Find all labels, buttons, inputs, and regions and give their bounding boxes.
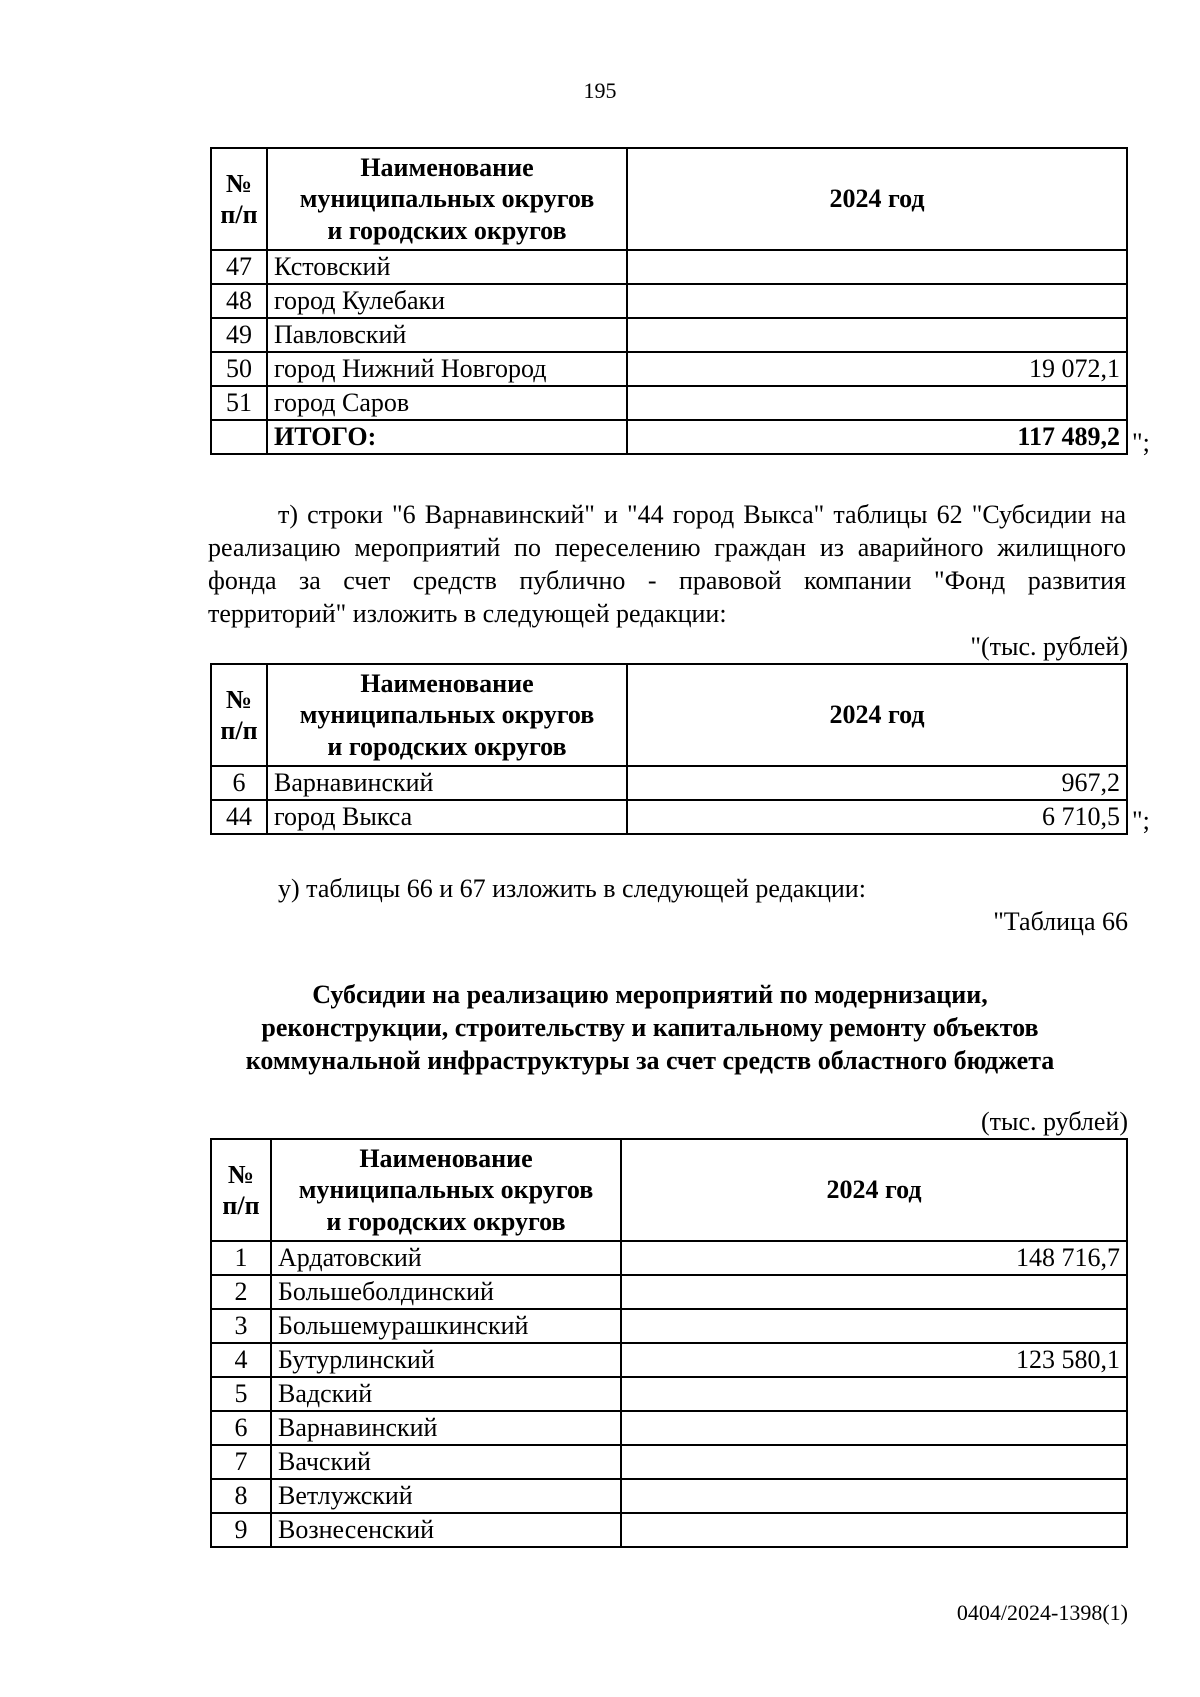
header-name-line-2: муниципальных округов xyxy=(299,700,595,730)
total-row xyxy=(211,420,1127,454)
row-value xyxy=(621,1513,1127,1547)
row-num: 8 xyxy=(211,1479,271,1513)
table-row xyxy=(211,1479,1127,1513)
row-value xyxy=(621,1411,1127,1445)
row-value xyxy=(621,1479,1127,1513)
header-name xyxy=(271,1139,621,1241)
header-name xyxy=(267,148,627,250)
table-row xyxy=(211,284,1127,318)
header-name xyxy=(267,664,627,766)
table-row xyxy=(211,1309,1127,1343)
row-value xyxy=(627,284,1127,318)
row-name: город Кулебаки xyxy=(267,284,627,318)
row-num: 50 xyxy=(211,352,267,386)
table-66 xyxy=(210,1138,1128,1548)
row-name: Большемурашкинский xyxy=(271,1309,621,1343)
row-value: 123 580,1 xyxy=(621,1343,1127,1377)
header-name-line-1: Наименование xyxy=(360,669,534,699)
row-value xyxy=(621,1445,1127,1479)
row-num: 7 xyxy=(211,1445,271,1479)
row-name: Варнавинский xyxy=(267,766,627,800)
row-value: 967,2 xyxy=(627,766,1127,800)
title-line-3: коммунальной инфраструктуры за счет средств областного бюджета xyxy=(245,1046,1055,1075)
row-name: Бутурлинский xyxy=(271,1343,621,1377)
table-row xyxy=(211,352,1127,386)
row-num: 6 xyxy=(211,1411,271,1445)
table-header xyxy=(211,1139,1127,1241)
table-header xyxy=(211,664,1127,766)
row-num: 4 xyxy=(211,1343,271,1377)
row-value: 6 710,5 xyxy=(627,800,1127,834)
row-value xyxy=(627,318,1127,352)
title-line-1: Субсидии на реализацию мероприятий по модернизации, xyxy=(312,980,988,1009)
row-name: Варнавинский xyxy=(271,1411,621,1445)
row-num: 3 xyxy=(211,1309,271,1343)
header-num: № п/п xyxy=(211,148,267,250)
row-name: город Выкса xyxy=(267,800,627,834)
row-value: 148 716,7 xyxy=(621,1241,1127,1275)
paragraph-t: т) строки "6 Варнавинский" и "44 город Выкса" таблицы 62 "Субсидии на реализацию мероприятий по переселению граждан из аварийного жилищного фонда за счет средств публично - правовой компании "Фонд развития территорий" изложить в следующей редакции: xyxy=(208,500,1126,628)
header-num: № п/п xyxy=(211,664,267,766)
table-row xyxy=(211,318,1127,352)
table-header xyxy=(211,148,1127,250)
header-name-line-1: Наименование xyxy=(360,153,534,183)
table-2 xyxy=(210,663,1128,835)
row-name: Ветлужский xyxy=(271,1479,621,1513)
table-66-title xyxy=(150,978,1150,1077)
header-name-line-2: муниципальных округов xyxy=(298,1175,594,1205)
page-number: 195 xyxy=(583,78,617,103)
row-num: 9 xyxy=(211,1513,271,1547)
document-code: 0404/2024-1398(1) xyxy=(956,1600,1128,1625)
row-name: город Нижний Новгород xyxy=(267,352,627,386)
header-name-line-3: и городских округов xyxy=(327,731,567,761)
row-num: 51 xyxy=(211,386,267,420)
row-num: 6 xyxy=(211,766,267,800)
units-label-66: (тыс. рублей) xyxy=(980,1107,1128,1136)
units-label-t: "(тыс. рублей) xyxy=(970,632,1128,661)
row-value xyxy=(621,1275,1127,1309)
table-row xyxy=(211,766,1127,800)
table-1 xyxy=(210,147,1128,455)
header-year: 2024 год xyxy=(627,664,1127,766)
row-name: город Саров xyxy=(267,386,627,420)
table-66-label: "Таблица 66 xyxy=(993,907,1128,936)
table-row xyxy=(211,1343,1127,1377)
row-num: 1 xyxy=(211,1241,271,1275)
row-name: Вознесенский xyxy=(271,1513,621,1547)
header-year: 2024 год xyxy=(621,1139,1127,1241)
row-num: 47 xyxy=(211,250,267,284)
row-name: Кстовский xyxy=(267,250,627,284)
row-value xyxy=(621,1377,1127,1411)
row-num: 2 xyxy=(211,1275,271,1309)
row-name: Большеболдинский xyxy=(271,1275,621,1309)
row-value xyxy=(627,386,1127,420)
table-row xyxy=(211,1445,1127,1479)
table-1-closing-quote: "; xyxy=(1132,428,1150,457)
row-num: 48 xyxy=(211,284,267,318)
row-num: 49 xyxy=(211,318,267,352)
table-row xyxy=(211,1241,1127,1275)
table-row xyxy=(211,386,1127,420)
table-row xyxy=(211,1377,1127,1411)
table-row xyxy=(211,250,1127,284)
header-name-line-3: и городских округов xyxy=(327,215,567,245)
header-year: 2024 год xyxy=(627,148,1127,250)
total-value: 117 489,2 xyxy=(627,420,1127,454)
table-row xyxy=(211,1411,1127,1445)
paragraph-u: у) таблицы 66 и 67 изложить в следующей редакции: xyxy=(278,874,866,903)
row-name: Ардатовский xyxy=(271,1241,621,1275)
row-name: Павловский xyxy=(267,318,627,352)
row-value xyxy=(627,250,1127,284)
row-name: Вачский xyxy=(271,1445,621,1479)
table-row xyxy=(211,800,1127,834)
row-num xyxy=(211,420,267,454)
row-num: 44 xyxy=(211,800,267,834)
header-name-line-1: Наименование xyxy=(359,1144,533,1174)
table-row xyxy=(211,1513,1127,1547)
header-name-line-2: муниципальных округов xyxy=(299,184,595,214)
table-row xyxy=(211,1275,1127,1309)
row-name: Вадский xyxy=(271,1377,621,1411)
header-name-line-3: и городских округов xyxy=(326,1206,566,1236)
header-num: № п/п xyxy=(211,1139,271,1241)
table-2-closing-quote: "; xyxy=(1132,806,1150,835)
row-value xyxy=(621,1309,1127,1343)
title-line-2: реконструкции, строительству и капитальному ремонту объектов xyxy=(261,1013,1039,1042)
row-value: 19 072,1 xyxy=(627,352,1127,386)
total-label: ИТОГО: xyxy=(267,420,627,454)
row-num: 5 xyxy=(211,1377,271,1411)
